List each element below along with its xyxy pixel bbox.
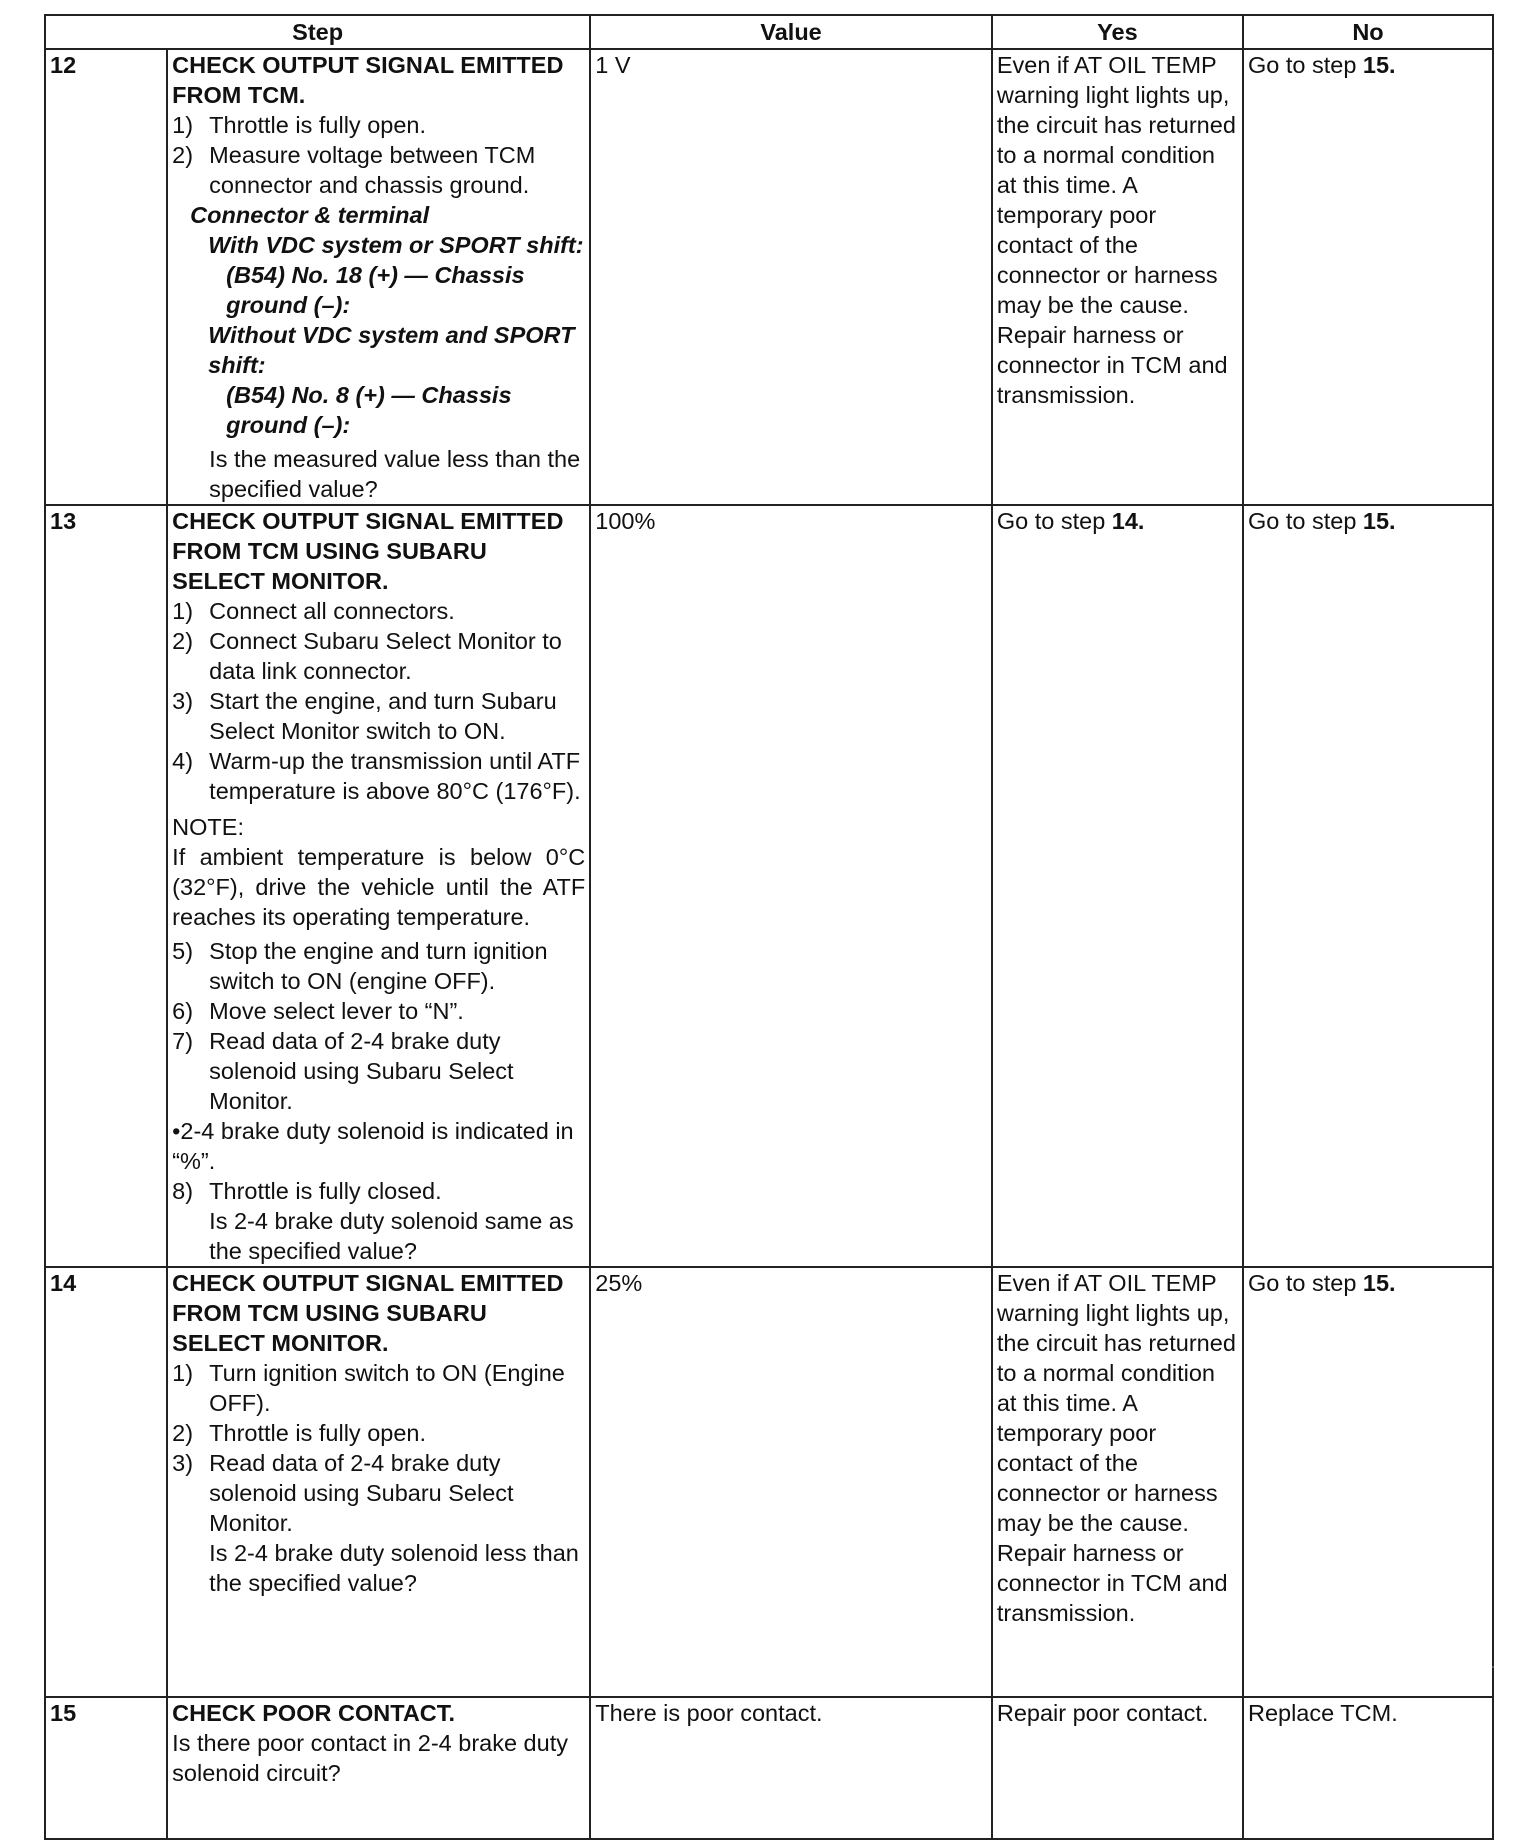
header-value: Value [590,15,992,49]
step-substep: 5) Stop the engine and turn ignition switch to ON (engine OFF). [172,938,548,994]
step-substep: 1) Connect all connectors. [172,598,455,624]
connector-without-value: (B54) No. 8 (+) — Chassis ground (–): [226,382,512,438]
no-cell: Go to step 15. [1243,49,1493,505]
step-number: 13 [45,505,167,1267]
step-question: Is 2-4 brake duty solenoid same as the specified value? [209,1208,574,1264]
connector-with-value: (B54) No. 18 (+) — Chassis ground (–): [226,262,525,318]
step-number: 12 [45,49,167,505]
yes-cell: Repair poor contact. [992,1697,1243,1839]
note-text: If ambient temperature is below 0°C (32°F), drive the vehicle until the ATF reaches its operating temperature. [172,844,586,930]
step-substep: 1) Throttle is fully open. [172,112,426,138]
value-cell: 100% [590,505,992,1267]
connector-with: With VDC system or SPORT shift: [208,232,584,258]
step-title: CHECK POOR CONTACT. [172,1700,456,1726]
value-cell: There is poor contact. [590,1697,992,1839]
table-row [45,49,1493,505]
step-substep: 2) Throttle is fully open. [172,1420,426,1446]
header-yes: Yes [992,15,1243,49]
step-substep: 6) Move select lever to “N”. [172,998,464,1024]
yes-cell: Even if AT OIL TEMP warning light lights up, the circuit has returned to a normal condition at this time. A temporary poor contact of the connector or harness may be the cause. Repair harness or connector in TCM and transmission. [992,1267,1243,1697]
table-row [45,505,1493,1267]
step-content [167,1267,590,1697]
diagnostic-table [44,14,1494,1840]
no-cell: Go to step 15. [1243,505,1493,1267]
step-question: Is 2-4 brake duty solenoid less than the specified value? [209,1540,579,1596]
step-question: Is there poor contact in 2-4 brake duty solenoid circuit? [172,1730,568,1786]
step-number: 14 [45,1267,167,1697]
step-substep: 3) Read data of 2-4 brake duty solenoid using Subaru Select Monitor. [172,1450,514,1536]
value-cell: 25% [590,1267,992,1697]
step-substep: 8) Throttle is fully closed. [172,1178,442,1204]
step-number: 15 [45,1697,167,1839]
table-row [45,1267,1493,1697]
step-question: Is the measured value less than the specified value? [209,446,581,502]
connector-label: Connector & terminal [190,202,430,228]
header-no: No [1243,15,1493,49]
step-content [167,505,590,1267]
note-label: NOTE: [172,814,244,840]
step-substep: 3) Start the engine, and turn Subaru Select Monitor switch to ON. [172,688,557,744]
no-cell: Replace TCM. [1243,1697,1493,1839]
bullet-note: •2-4 brake duty solenoid is indicated in “%”. [172,1118,574,1174]
scan-speck [1492,1666,1494,1668]
step-content [167,49,590,505]
step-substep: 4) Warm-up the transmission until ATF temperature is above 80°C (176°F). [172,748,581,804]
yes-cell: Even if AT OIL TEMP warning light lights up, the circuit has returned to a normal condition at this time. A temporary poor contact of the connector or harness may be the cause. Repair harness or connector in TCM and transmission. [992,49,1243,505]
step-title: CHECK OUTPUT SIGNAL EMITTED FROM TCM USING SUBARU SELECT MONITOR. [172,508,564,594]
value-cell: 1 V [590,49,992,505]
header-step: Step [45,15,590,49]
step-substep: 1) Turn ignition switch to ON (Engine OFF). [172,1360,565,1416]
step-content [167,1697,590,1839]
table-header-row [45,15,1493,49]
step-substep: 2) Measure voltage between TCM connector and chassis ground. [172,142,536,198]
step-title: CHECK OUTPUT SIGNAL EMITTED FROM TCM. [172,52,564,108]
yes-cell: Go to step 14. [992,505,1243,1267]
connector-without: Without VDC system and SPORT shift: [208,322,575,378]
step-substep: 7) Read data of 2-4 brake duty solenoid using Subaru Select Monitor. [172,1028,514,1114]
no-cell: Go to step 15. [1243,1267,1493,1697]
step-substep: 2) Connect Subaru Select Monitor to data link connector. [172,628,562,684]
step-title: CHECK OUTPUT SIGNAL EMITTED FROM TCM USING SUBARU SELECT MONITOR. [172,1270,564,1356]
table-row [45,1697,1493,1839]
